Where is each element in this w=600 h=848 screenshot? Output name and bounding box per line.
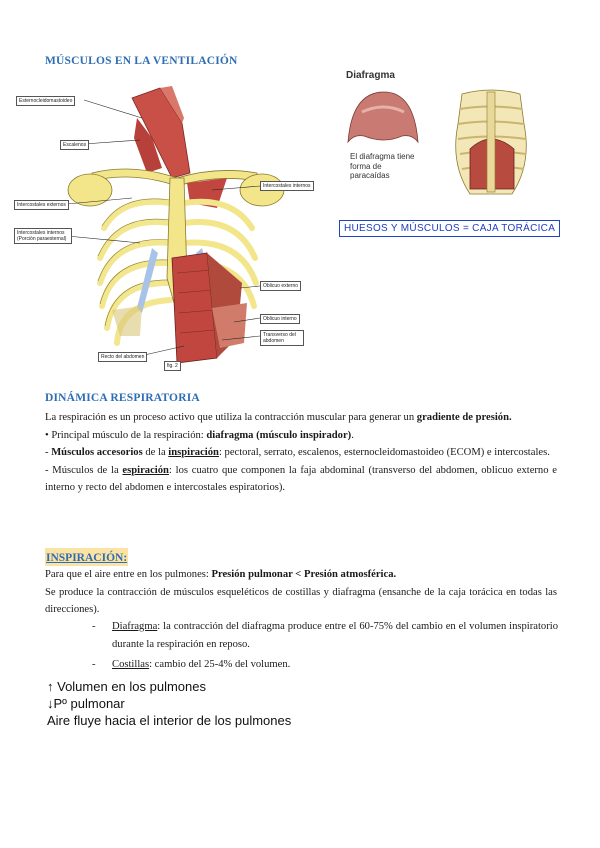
inspiracion-title-highlight: [45, 548, 128, 566]
dinamica-paragraphs: [45, 409, 557, 497]
thorax-muscles-figure: [12, 78, 312, 373]
label-fig-2: fig. 2: [164, 361, 181, 371]
label-intercostales-externos: Intercostales externos: [14, 200, 69, 210]
p4-a: - Músculos de la: [45, 464, 123, 476]
dinamica-p1: [45, 409, 557, 427]
p4-b: : los cuatro que componen la faja abdominal (transverso del abdomen, oblicuo externo e interno y recto del abdomen e intercostales espiratorios).: [45, 464, 557, 493]
list-item-diafragma: [92, 618, 558, 653]
p3-b: de la: [142, 447, 169, 458]
diafragma-title: Diafragma: [346, 70, 395, 81]
list-dash: -: [92, 659, 96, 670]
summary-volumen: ↑ Volumen en los pulmones: [47, 679, 206, 694]
section-title-musculos: MÚSCULOS EN LA VENTILACIÓN: [45, 55, 238, 67]
label-recto-del-abdomen: Recto del abdomen: [98, 352, 147, 362]
p1-bold: gradiente de presión.: [416, 412, 512, 423]
summary-flujo: Aire fluye hacia el interior de los pulmones: [47, 713, 292, 728]
p3-a: -: [45, 447, 52, 458]
label-intercostales-internos: Intercostales internos: [260, 181, 314, 191]
diafragma-illustration: [342, 84, 564, 203]
p1-text: La respiración es un proceso activo que utiliza la contracción muscular para generar un: [45, 412, 417, 423]
inspiracion-summary: [47, 678, 291, 729]
section-title-dinamica: DINÁMICA RESPIRATORIA: [45, 392, 200, 404]
p2-text: • Principal músculo de la respiración:: [45, 429, 207, 441]
list-term-costillas: Costillas: [112, 659, 150, 670]
list-text-costillas: : cambio del 25-4% del volumen.: [149, 659, 291, 670]
p3-underline: inspiración: [168, 447, 219, 458]
p2-bold: diafragma (músculo inspirador): [206, 429, 352, 441]
list-item-costillas: [92, 656, 558, 674]
inspiracion-text: [45, 566, 557, 619]
summary-presion: ↓Pº pulmonar: [47, 696, 125, 711]
line1-bold: Presión pulmonar < Presión atmosférica.: [211, 569, 397, 580]
thorax-illustration: [12, 78, 312, 373]
section-title-inspiracion: INSPIRACIÓN:: [46, 552, 128, 564]
diafragma-caption: El diafragma tiene forma de paracaídas: [350, 152, 415, 180]
p2-end: .: [351, 429, 354, 441]
p3-bold: Músculos accesorios: [51, 447, 143, 458]
label-transverso-del-abdomen: Transverso del abdomen: [260, 330, 304, 346]
label-oblicuo-externo: Oblicuo externo: [260, 281, 301, 291]
line1-text: Para que el aire entre en los pulmones:: [45, 569, 212, 580]
inspiracion-list: [92, 618, 558, 674]
caja-toracica-label: HUESOS Y MÚSCULOS = CAJA TORÁCICA: [339, 220, 560, 237]
list-term-diafragma: Diafragma: [112, 621, 158, 632]
label-esternocleidomastoideo: Esternocleidomastoideo: [16, 96, 75, 106]
list-dash: -: [92, 621, 96, 632]
diafragma-figure: [342, 68, 564, 203]
label-intercostales-internos-paraesternal: Intercostales internos (Porción paraesternal): [14, 228, 72, 244]
label-oblicuo-interno: Oblicuo interno: [260, 314, 300, 324]
p3-c: : pectoral, serrato, escalenos, esternocleidomastoideo (ECOM) e intercostales.: [218, 447, 550, 458]
dinamica-p4: [45, 462, 557, 497]
dinamica-p2: [45, 427, 557, 445]
inspiracion-line1: [45, 566, 557, 584]
label-escalenos: Escalenos: [60, 140, 89, 150]
dinamica-p3: [45, 444, 557, 462]
inspiracion-line2: Se produce la contracción de músculos esqueléticos de costillas y diafragma (ensanche de la caja torácica en todas las direcciones).: [45, 586, 557, 615]
p4-underline: espiración: [122, 464, 169, 476]
list-text-diafragma: : la contracción del diafragma produce entre el 60-75% del cambio en el volumen inspiratorio durante la respiración en reposo.: [112, 621, 558, 650]
